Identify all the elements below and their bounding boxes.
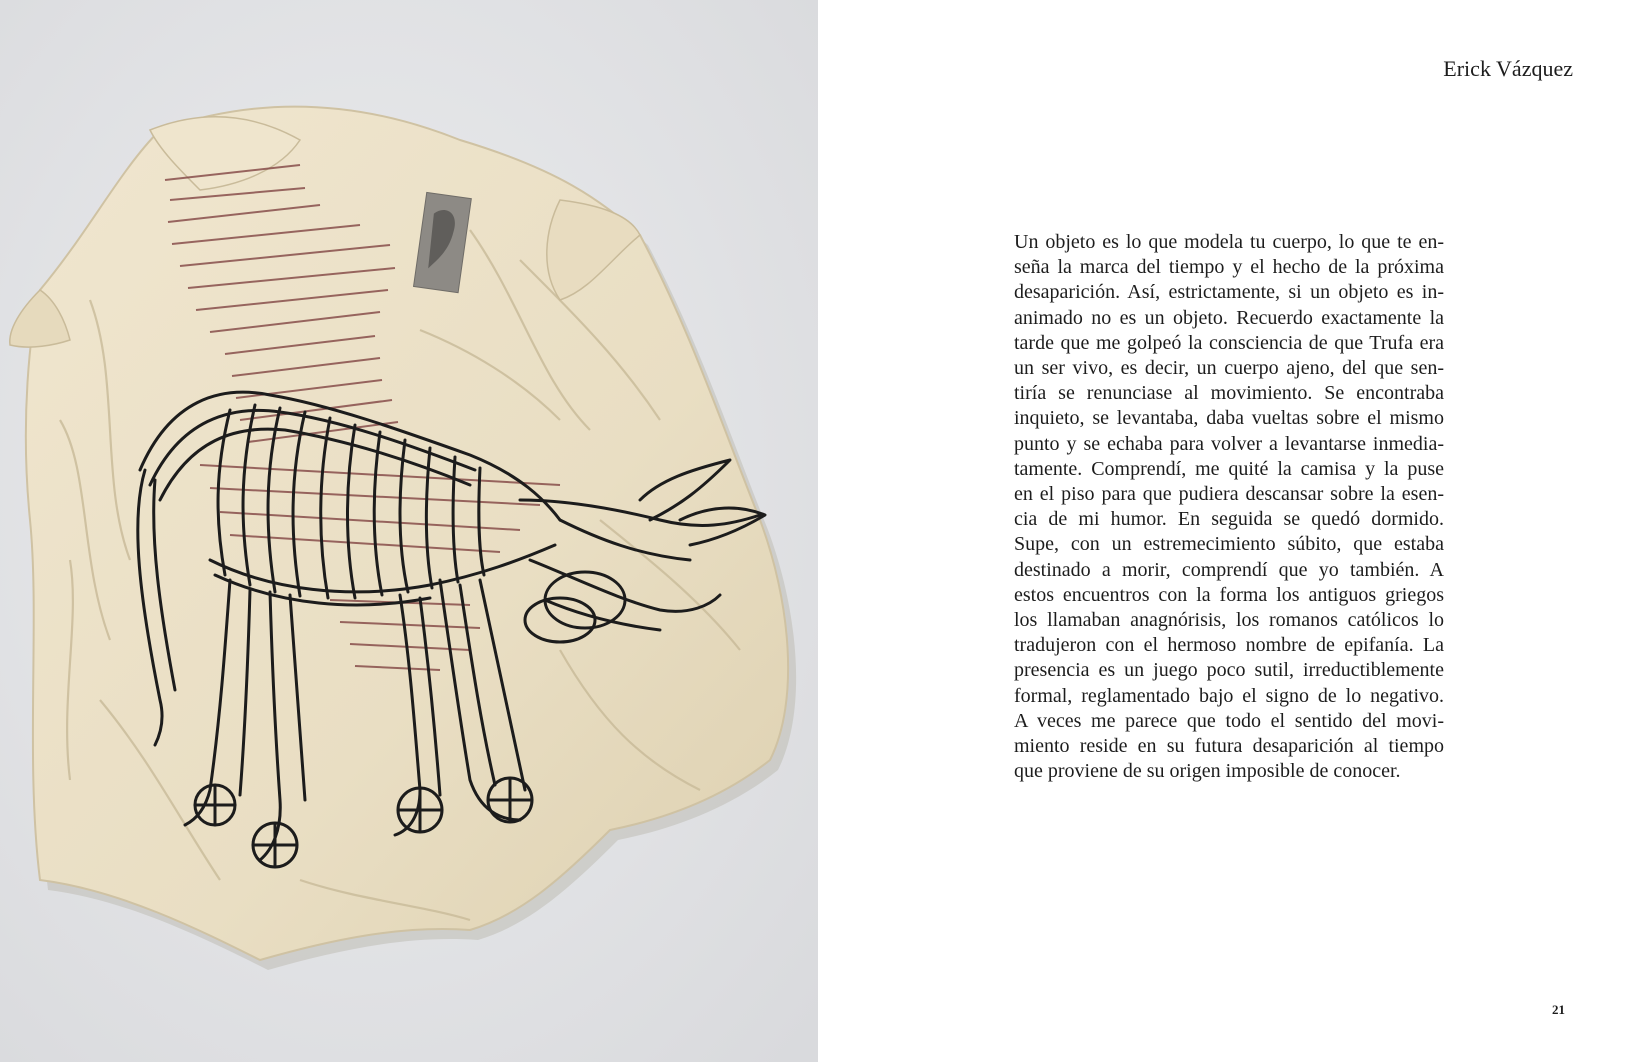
essay-line: tiría se renunciase al movimiento. Se encontraba — [1014, 382, 1444, 405]
essay-line: destinado a morir, comprendí que yo también. A — [1014, 558, 1444, 581]
essay-line: tamente. Comprendí, me quité la camisa y la puse — [1014, 457, 1444, 480]
essay-line: los llamaban anagnórisis, los romanos católicos lo — [1014, 609, 1444, 632]
essay-line: Supe, con un estremecimiento súbito, que estaba — [1014, 533, 1444, 556]
author-name: Erick Vázquez — [1443, 56, 1573, 81]
essay-line: presencia es un juego poco sutil, irreductiblemente — [1014, 659, 1444, 682]
essay-line: estos encuentros con la forma los antiguos griegos — [1014, 583, 1444, 606]
text-page — [818, 0, 1630, 1062]
essay-line: tarde que me golpeó la consciencia de que Trufa era — [1014, 331, 1444, 354]
essay-line: animado no es un objeto. Recuerdo exactamente la — [1014, 306, 1444, 329]
essay-line: que proviene de su origen imposible de conocer. — [1014, 760, 1401, 783]
essay-line: un ser vivo, es decir, un cuerpo ajeno, del que sen- — [1014, 357, 1444, 380]
essay-line: seña la marca del tiempo y el hecho de la próxima — [1014, 256, 1444, 279]
essay-line: en el piso para que pudiera descansar sobre la esen- — [1014, 483, 1444, 506]
essay-line: inquieto, se levantaba, daba vueltas sobre el mismo — [1014, 407, 1444, 430]
essay-line: A veces me parece que todo el sentido del movi- — [1014, 709, 1444, 732]
essay-line: punto y se echaba para volver a levantarse inmedia- — [1014, 432, 1444, 455]
essay-line: desaparición. Así, estrictamente, si un objeto es in- — [1014, 281, 1444, 304]
essay-line: formal, reglamentado bajo el signo de lo negativo. — [1014, 684, 1444, 707]
essay-line: Un objeto es lo que modela tu cuerpo, lo que te en- — [1014, 231, 1444, 253]
essay-line: tradujeron con el hermoso nombre de epifanía. La — [1014, 634, 1444, 657]
essay-text — [1014, 230, 1444, 784]
essay-line: miento reside en su futura desaparición al tiempo — [1014, 735, 1444, 758]
essay-line: cia de mi humor. En seguida se quedó dormido. — [1014, 508, 1444, 531]
page-number: 21 — [1552, 1002, 1565, 1017]
